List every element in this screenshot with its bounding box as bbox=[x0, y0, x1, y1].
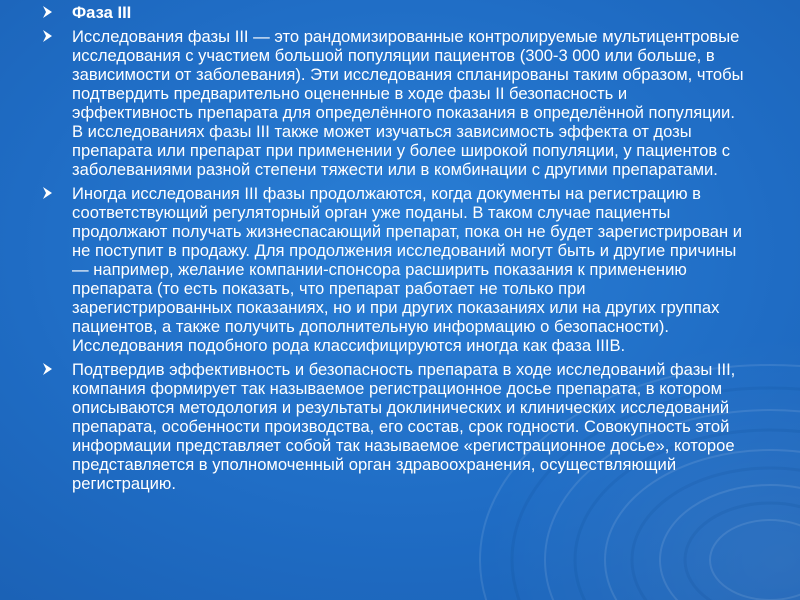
heading-text: Фаза III bbox=[72, 3, 132, 22]
bullet-paragraph-2 bbox=[40, 184, 750, 355]
paragraph-text: Иногда исследования III фазы продолжаются, когда документы на регистрацию в соответствующий регуляторный орган уже поданы. В таком случае пациенты продолжают получать жизнеспасающий препарат, пока он не будет зарегистрирован и не поступит в продажу. Для продолжения исследований могут быть и другие причины — например, желание компании-спонсора расширить показания к применению препарата (то есть показать, что препарат работает не только при зарегистрированных показаниях, но и при других показаниях или на других группах пациентов, а также получить дополнительную информацию о безопасности). Исследования подобного рода классифицируются иногда как фаза IIIB. bbox=[72, 184, 743, 355]
slide-bullet-list bbox=[40, 3, 750, 498]
bullet-paragraph-1 bbox=[40, 27, 750, 179]
paragraph-text: Подтвердив эффективность и безопасность препарата в ходе исследований фазы III, компания формирует так называемое регистрационное досье препарата, в котором описываются методология и результаты доклинических и клинических исследований препарата, особенности производства, его состав, срок годности. Совокупность этой информации представляет собой так называемое «регистрационное досье», которое представляется в уполномоченный орган здравоохранения, осуществляющий регистрацию. bbox=[72, 360, 736, 493]
chevron-arrow-icon bbox=[42, 186, 54, 200]
bullet-heading bbox=[40, 3, 750, 22]
chevron-arrow-icon bbox=[42, 29, 54, 43]
bullet-paragraph-3 bbox=[40, 360, 750, 493]
chevron-arrow-icon bbox=[42, 5, 54, 19]
chevron-arrow-icon bbox=[42, 362, 54, 376]
paragraph-text: Исследования фазы III — это рандомизированные контролируемые мультицентровые исследования с участием большой популяции пациентов (300-3 000 или больше, в зависимости от заболевания). Эти исследования спланированы таким образом, чтобы подтвердить предварительно оцененные в ходе фазы II безопасность и эффективность препарата для определённого показания в определённой популяции. В исследованиях фазы III также может изучаться зависимость эффекта от дозы препарата или препарат при применении у более широкой популяции, у пациентов с заболеваниями разной степени тяжести или в комбинации с другими препаратами. bbox=[72, 27, 744, 179]
